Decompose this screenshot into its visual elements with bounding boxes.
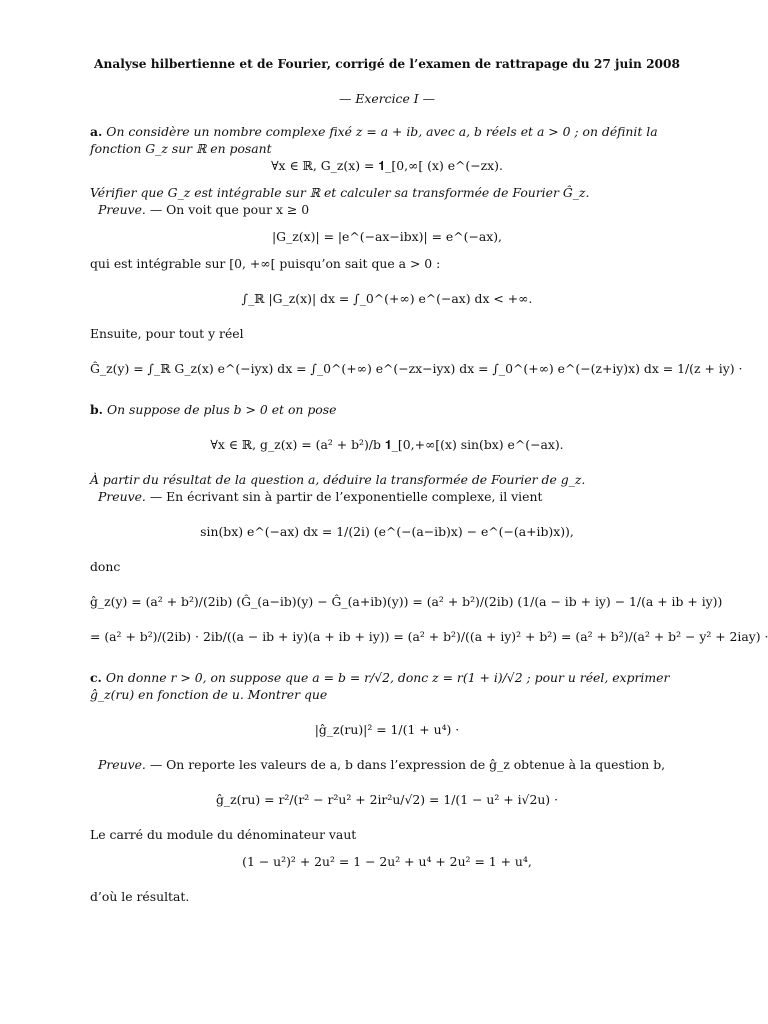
proof-label: Preuve. [98, 757, 146, 772]
part-a-proof-start [90, 201, 684, 218]
part-c-intro-text: On donne r > 0, on suppose que a = b = r/√2, donc z = r(1 + i)/√2 ; pour u réel, exprimer ĝ_z(ru) en fonction de u. Montrer que [90, 670, 670, 702]
part-c-equation-3: (1 − u²)² + 2u² = 1 − 2u² + u⁴ + 2u² = 1 + u⁴, [242, 854, 532, 869]
part-c-text-4: d’où le résultat. [90, 889, 190, 904]
part-b-definition: ∀x ∈ ℝ, g_z(x) = (a² + b²)/b 𝟏_[0,+∞[(x) sin(bx) e^(−ax). [210, 437, 564, 452]
part-c-intro [90, 669, 684, 703]
part-a-intro-text: On considère un nombre complexe fixé z = a + ib, avec a, b réels et a > 0 ; on définit la fonction G_z sur ℝ en posant [90, 124, 658, 156]
part-a-equation-1: |G_z(x)| = |e^(−ax−ibx)| = e^(−ax), [272, 229, 502, 244]
exercise-heading: — Exercice I — [339, 91, 435, 106]
part-c-label: c. [90, 670, 102, 685]
page [90, 56, 768, 905]
part-a-equation-2: ∫_ℝ |G_z(x)| dx = ∫_0^(+∞) e^(−ax) dx < +∞. [241, 291, 533, 306]
part-a-text-3: Ensuite, pour tout y réel [90, 326, 244, 341]
part-a-text-2: qui est intégrable sur [0, +∞[ puisqu’on sait que a > 0 : [90, 256, 441, 271]
part-a-label: a. [90, 124, 103, 139]
part-c-equation-1: |ĝ_z(ru)|² = 1/(1 + u⁴) · [314, 722, 460, 737]
part-a-proof-text: — On voit que pour x ≥ 0 [149, 202, 310, 217]
part-b-question: À partir du résultat de la question a, déduire la transformée de Fourier de g_z. [90, 472, 586, 487]
part-b-intro [90, 401, 684, 418]
part-a-equation-3: Ĝ_z(y) = ∫_ℝ G_z(x) e^(−iyx) dx = ∫_0^(+∞) e^(−zx−iyx) dx = ∫_0^(+∞) e^(−(z+iy)x) dx = 1/(z + iy) · [90, 361, 743, 376]
part-a-question: Vérifier que G_z est intégrable sur ℝ et calculer sa transformée de Fourier Ĝ_z. [90, 185, 590, 200]
part-b-proof-text: — En écrivant sin à partir de l’exponentielle complexe, il vient [149, 489, 543, 504]
part-b-text-2: donc [90, 559, 121, 574]
part-b-equation-3: = (a² + b²)/(2ib) · 2ib/((a − ib + iy)(a + ib + iy)) = (a² + b²)/((a + iy)² + b²) = (a² + b²)/(a² + b² − y² + 2iay) · [90, 629, 768, 644]
part-c-text-3: Le carré du module du dénominateur vaut [90, 827, 357, 842]
part-c-proof-start [90, 756, 684, 773]
part-b-equation-2: ĝ_z(y) = (a² + b²)/(2ib) (Ĝ_(a−ib)(y) − Ĝ_(a+ib)(y)) = (a² + b²)/(2ib) (1/(a − ib + iy) − 1/(a + ib + iy)) [90, 594, 723, 609]
part-c-equation-2: ĝ_z(ru) = r²/(r² − r²u² + 2ir²u/√2) = 1/(1 − u² + i√2u) · [215, 792, 559, 807]
part-b-intro-text: On suppose de plus b > 0 et on pose [106, 402, 337, 417]
proof-label: Preuve. [98, 202, 146, 217]
part-b-label: b. [90, 402, 103, 417]
proof-label: Preuve. [98, 489, 146, 504]
part-a-definition: ∀x ∈ ℝ, G_z(x) = 𝟏_[0,∞[ (x) e^(−zx). [271, 158, 503, 173]
part-b-proof-start [90, 488, 684, 505]
part-a-intro [90, 123, 684, 157]
part-b-equation-1: sin(bx) e^(−ax) dx = 1/(2i) (e^(−(a−ib)x) − e^(−(a+ib)x)), [200, 524, 574, 539]
part-c-proof-text: — On reporte les valeurs de a, b dans l’expression de ĝ_z obtenue à la question b, [149, 757, 666, 772]
page-title: Analyse hilbertienne et de Fourier, corrigé de l’examen de rattrapage du 27 juin 2008 [94, 57, 680, 71]
